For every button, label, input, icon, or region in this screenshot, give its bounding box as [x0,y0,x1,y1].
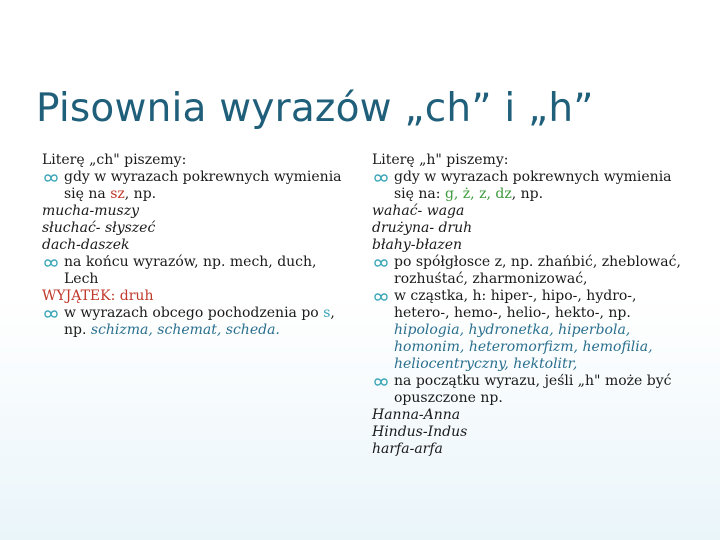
ch-rule-3-cont-a: np. [64,322,91,338]
h-rule-3-examples-1: hipologia, hydronetka, hiperbola, [394,322,631,338]
right-column [372,152,681,458]
h-example-2: drużyna- druh [372,220,473,236]
page-title: Pisownia wyrazów „ch” i „h” [36,86,594,131]
h-rule-2 [372,254,681,271]
ch-rule-3-text-a: w wyrazach obcego pochodzenia po [64,305,324,321]
h-example-1: wahać- waga [372,203,465,219]
h-rule-1-cont [372,186,672,203]
ch-rule-1 [42,169,347,186]
ch-rule-1-cont-a: się na [64,186,111,202]
h-rule-1-highlight: g, ż, z, dz [444,186,512,202]
h-rule-4 [372,373,672,390]
ch-rule-2 [42,254,347,271]
ch-rule-2-text: na końcu wyrazów, np. mech, duch, [64,254,317,270]
h-rule-1-cont-b: , np. [511,186,544,202]
infinity-swirl-icon [373,173,389,183]
ch-heading: Literę „ch" piszemy: [42,152,187,168]
h-rule-2-text: po spółgłosce z, np. zhańbić, zheblować, [394,254,681,270]
ch-example-2: słuchać- słyszeć [42,220,156,236]
infinity-swirl-icon [373,258,389,268]
ch-rule-3-examples: schizma, schemat, scheda. [90,322,280,338]
ch-rule-2-cont: Lech [64,271,99,287]
infinity-swirl-icon [43,173,59,183]
ch-rule-1-cont-b: , np. [124,186,157,202]
h-rule-1-text: gdy w wyrazach pokrewnych wymienia [394,169,672,185]
h-heading: Literę „h" piszemy: [372,152,509,168]
h-example-4: Hanna-Anna [372,407,461,423]
ch-exception: WYJĄTEK: druh [42,288,154,304]
ch-example-1: mucha-muszy [42,203,139,219]
ch-rule-3-text-b: , [330,305,335,321]
h-rule-2-cont: rozhuśtać, zharmonizować, [394,271,588,287]
infinity-swirl-icon [373,292,389,302]
ch-rule-1-highlight: sz [110,186,125,202]
h-rule-4-text: na początku wyrazu, jeśli „h" może być [394,373,672,389]
ch-rule-1-cont [42,186,347,203]
h-rule-3-examples-2: homonim, heteromorfizm, hemofilia, [394,339,653,355]
h-rule-3 [372,288,672,305]
h-example-5: Hindus-Indus [372,424,468,440]
h-example-6: harfa-arfa [372,441,443,457]
infinity-swirl-icon [43,309,59,319]
h-rule-3-text: w cząstka, h: hiper-, hipo-, hydro-, [394,288,637,304]
ch-example-3: dach-daszek [42,237,130,253]
ch-rule-3-cont [42,322,347,339]
infinity-swirl-icon [373,377,389,387]
h-rule-1-cont-a: się na: [394,186,445,202]
left-column [42,152,347,339]
ch-rule-1-text: gdy w wyrazach pokrewnych wymienia [64,169,342,185]
ch-rule-3-highlight: s [323,305,331,321]
h-rule-4-cont: opuszczone np. [394,390,503,406]
h-rule-3-examples-3: heliocentryczny, hektolitr, [394,356,578,372]
h-example-3: błahy-błazen [372,237,463,253]
h-rule-3-cont: hetero-, hemo-, helio-, hekto-, np. [394,305,631,321]
ch-rule-3 [42,305,347,322]
h-rule-1 [372,169,672,186]
infinity-swirl-icon [43,258,59,268]
